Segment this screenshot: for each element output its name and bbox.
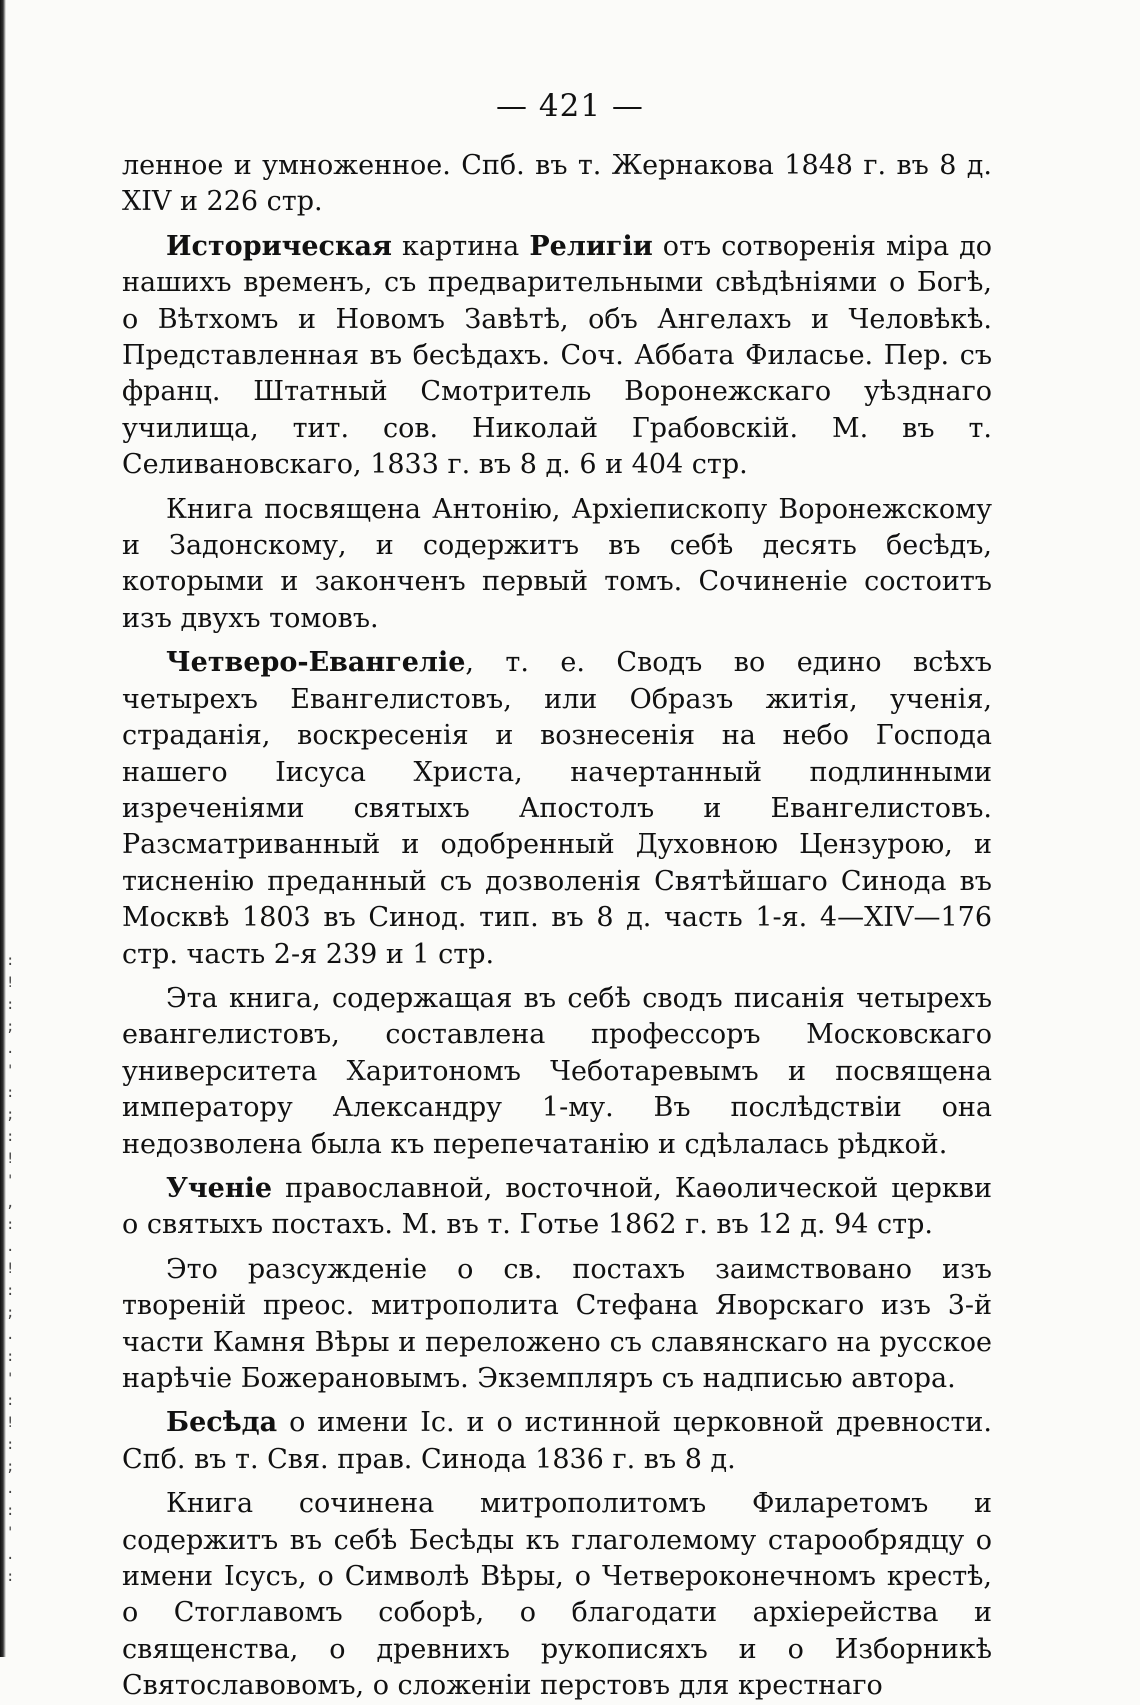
entry-teaching bbox=[122, 1171, 992, 1244]
entry-title: Четверо-Евангеліе bbox=[166, 647, 466, 679]
entry-note: Книга сочинена митрополитомъ Филаретомъ и содержитъ въ себѣ Бесѣды къ глаголемому старообрядцу о имени Ісусъ, о Символѣ Вѣры, о Четвероконечномъ крестѣ, о Стоглавомъ соборѣ, о благодати архіерейства и священства, о древнихъ рукописяхъ и о Изборникѣ Святославовомъ, о сложеніи перстовъ для крестнаго bbox=[122, 1488, 992, 1702]
entry-title: Религіи bbox=[529, 230, 653, 262]
entry-title: Ученіе bbox=[166, 1172, 273, 1204]
page-body bbox=[122, 148, 992, 1705]
entry-title: Бесѣда bbox=[166, 1407, 278, 1439]
paragraph-continuation: ленное и умноженное. Спб. въ т. Жернакова 1848 г. въ 8 д. XIV и 226 стр. bbox=[122, 150, 992, 218]
entry-four-gospels bbox=[122, 645, 992, 973]
margin-specks: : ! : ; . ' : ; : ! ' , : . ! : ; . : ' : ! : ; . : ' . : bbox=[6, 953, 15, 1585]
entry-text: отъ сотворенія міра до нашихъ временъ, съ предварительными свѣдѣніями о Богѣ, о Вѣтхомъ и Новомъ Завѣтѣ, объ Ангелахъ и Человѣкѣ. Представленная въ бесѣдахъ. Соч. Аббата Филасье. Пер. съ франц. Штатный Смотритель Воронежскаго уѣзднаго училища, тит. сов. Николай Грабовскій. М. въ т. Селивановскаго, 1833 г. въ 8 д. 6 и 404 стр. bbox=[122, 230, 992, 481]
entry-note: Эта книга, содержащая въ себѣ сводъ писанія четырехъ евангелистовъ, составлена профессоръ Московскаго университета Харитономъ Чеботаревымъ и посвящена императору Александру 1-му. Въ послѣдствіи она недозволена была къ перепечатанію и сдѣлалась рѣдкой. bbox=[122, 982, 992, 1160]
entry-historical-picture bbox=[122, 229, 992, 484]
entry-title: Историческая bbox=[166, 230, 392, 262]
entry-text: о имени Іс. и о истинной церковной древности. Спб. въ т. Свя. прав. Синода 1836 г. въ 8 д. bbox=[122, 1407, 992, 1475]
entry-conversation bbox=[122, 1405, 992, 1478]
entry-text: православной, восточной, Каѳолической церкви о святыхъ постахъ. М. въ т. Готье 1862 г. въ 12 д. 94 стр. bbox=[122, 1172, 992, 1241]
page-number: — 421 — bbox=[496, 88, 644, 124]
entry-note: Это разсужденіе о св. постахъ заимствовано изъ твореній преос. митрополита Стефана Яворскаго изъ 3-й части Камня Вѣры и переложено съ славянскаго на русское нарѣчіе Божерановымъ. Экземпляръ съ надписью автора. bbox=[122, 1253, 992, 1394]
entry-note: Книга посвящена Антонію, Архіепископу Воронежскому и Задонскому, и содержитъ въ себѣ десять бесѣдъ, которыми и законченъ первый томъ. Сочиненіе состоитъ изъ двухъ томовъ. bbox=[122, 493, 992, 634]
entry-text: , т. е. Сводъ во едино всѣхъ четырехъ Евангелистовъ, или Образъ житія, ученія, страданія, воскресенія и вознесенія на небо Господа нашего Іисуса Христа, начертанный подлинными изреченіями святыхъ Апостолъ и Евангелистовъ. Разсматриванный и одобренный Духовною Цензурою, и тисненію преданный съ дозволенія Святѣйшаго Синода въ Москвѣ 1803 въ Синод. тип. въ 8 д. часть 1-я. 4—XIV—176 стр. часть 2-я 239 и 1 стр. bbox=[122, 647, 992, 970]
entry-text: картина bbox=[391, 230, 530, 262]
